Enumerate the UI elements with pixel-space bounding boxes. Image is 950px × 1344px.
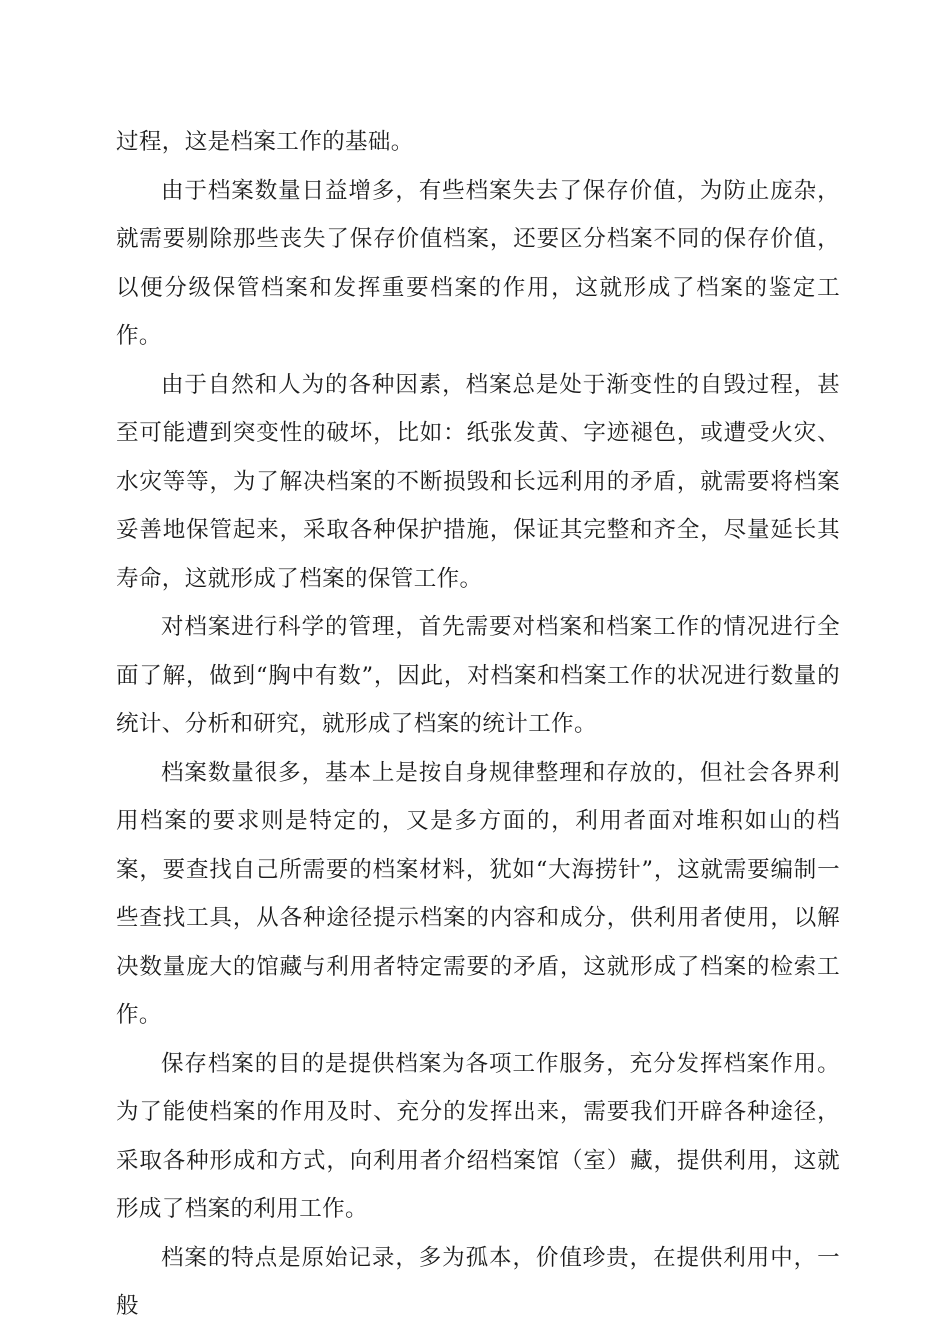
paragraph-characteristics: 档案的特点是原始记录，多为孤本，价值珍贵，在提供利用中，一般 [116, 1244, 840, 1319]
document-page [116, 118, 840, 1331]
paragraph-appraisal: 由于档案数量日益增多，有些档案失去了保存价值，为防止庞杂，就需要剔除那些丧失了保存价值档案，还要区分档案不同的保存价值，以便分级保管档案和发挥重要档案的作用，这就形成了档案的鉴定工作。 [116, 177, 840, 349]
paragraph-preservation: 由于自然和人为的各种因素，档案总是处于渐变性的自毁过程，甚至可能遭到突变性的破坏，比如：纸张发黄、字迹褪色，或遭受火灾、水灾等等，为了解决档案的不断损毁和长远利用的矛盾，就需要将档案妥善地保管起来，采取各种保护措施，保证其完整和齐全，尽量延长其寿命，这就形成了档案的保管工作。 [116, 371, 840, 592]
paragraph-statistics: 对档案进行科学的管理，首先需要对档案和档案工作的情况进行全面了解，做到“胸中有数”，因此，对档案和档案工作的状况进行数量的统计、分析和研究，就形成了档案的统计工作。 [116, 614, 840, 737]
paragraph-continuation: 过程，这是档案工作的基础。 [116, 129, 414, 155]
paragraph-retrieval: 档案数量很多，基本上是按自身规律整理和存放的，但社会各界利用档案的要求则是特定的，又是多方面的，利用者面对堆积如山的档案，要查找自己所需要的档案材料，犹如“大海捞针”，这就需要编制一些查找工具，从各种途径提示档案的内容和成分，供利用者使用，以解决数量庞大的馆藏与利用者特定需要的矛盾，这就形成了档案的检索工作。 [116, 759, 840, 1028]
paragraph-utilization: 保存档案的目的是提供档案为各项工作服务，充分发挥档案作用。为了能使档案的作用及时、充分的发挥出来，需要我们开辟各种途径，采取各种形成和方式，向利用者介绍档案馆（室）藏，提供利用，这就形成了档案的利用工作。 [116, 1050, 840, 1222]
